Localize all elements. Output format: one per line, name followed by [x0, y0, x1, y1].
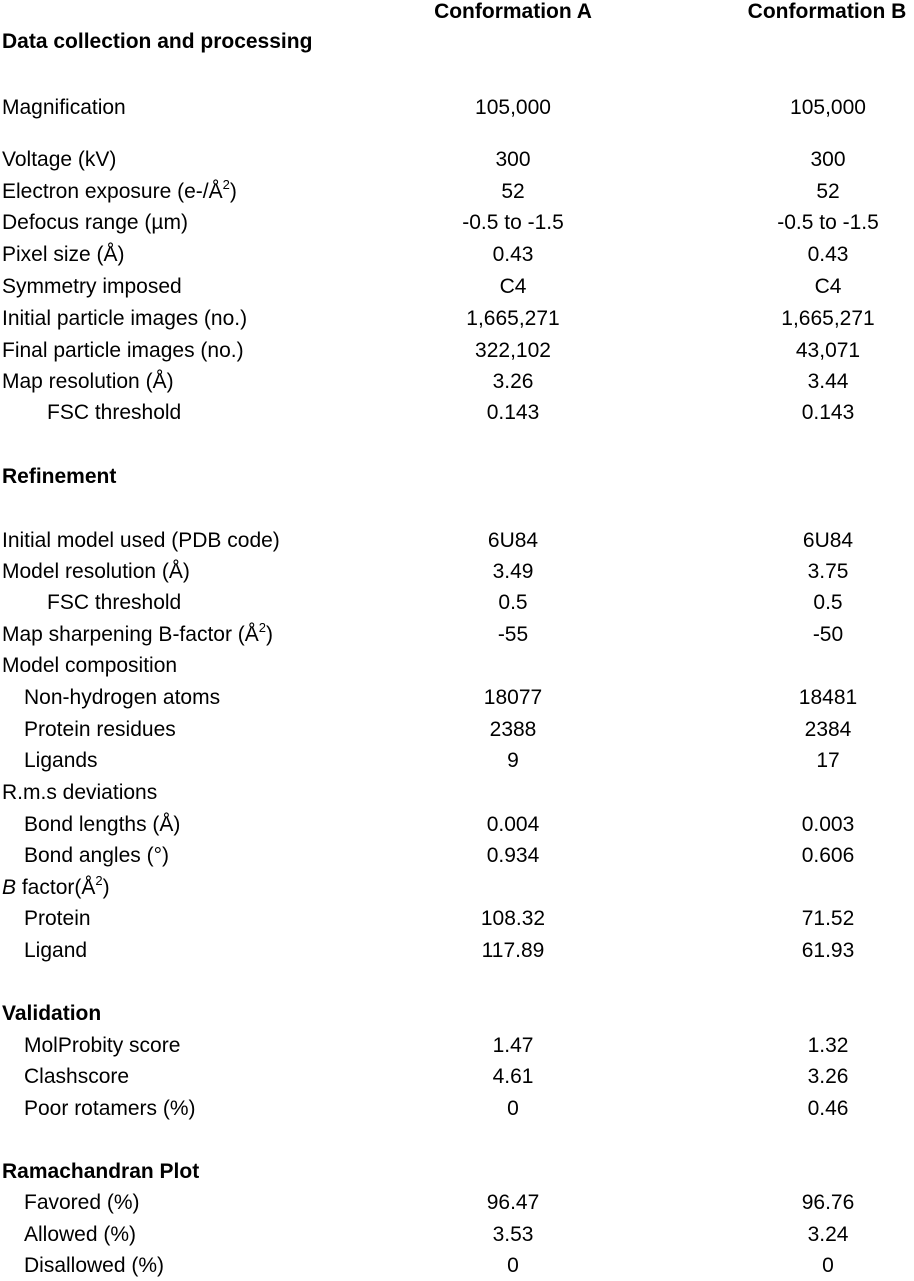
table-row-bond-angles	[0, 841, 914, 871]
cell-conformation-a: 108.32	[480, 907, 546, 930]
table-row-bond-lengths	[0, 810, 914, 840]
section-heading-ramachandran	[0, 1157, 914, 1187]
table-row-clashscore	[0, 1062, 914, 1092]
row-label: Non-hydrogen atoms	[24, 686, 221, 709]
table-row-model-resolution	[0, 557, 914, 587]
cell-conformation-b: 71.52	[801, 907, 855, 930]
cell-conformation-a: 0	[507, 1254, 519, 1277]
cell-conformation-a: 0.004	[486, 813, 540, 836]
cell-conformation-a: 52	[501, 180, 525, 203]
table-row-initial-model	[0, 526, 914, 556]
cell-conformation-b: 52	[816, 180, 840, 203]
cell-conformation-b: -50	[812, 623, 844, 646]
cell-conformation-b: 61.93	[801, 939, 855, 962]
cell-conformation-b: 0	[822, 1254, 834, 1277]
cell-conformation-b: 3.44	[807, 370, 849, 393]
cell-conformation-b: 1,665,271	[781, 307, 875, 330]
cell-conformation-a: 0.43	[492, 243, 534, 266]
row-label: Map sharpening B-factor $(Å^2)$	[2, 620, 274, 646]
cell-conformation-b: 3.75	[807, 560, 849, 583]
cell-conformation-b: 3.24	[807, 1223, 849, 1246]
row-label: Electron exposure $(e-/Å^2)$	[2, 177, 237, 203]
cell-conformation-a: 105,000	[475, 96, 551, 119]
table-row-b-factor	[0, 873, 914, 903]
cell-conformation-b: 3.26	[807, 1065, 849, 1088]
cell-conformation-b: 18481	[798, 686, 858, 709]
cell-conformation-b: 17	[816, 749, 840, 772]
row-label: Disallowed (%)	[24, 1254, 165, 1277]
row-label: Clashscore	[24, 1065, 130, 1088]
table-row-defocus-range	[0, 208, 914, 238]
cell-conformation-b: 105,000	[790, 96, 866, 119]
cell-conformation-a: -0.5 to -1.5	[462, 211, 564, 234]
cell-conformation-a: 96.47	[486, 1191, 540, 1214]
row-label: R.m.s deviations	[2, 781, 158, 804]
cell-conformation-b: 1.32	[807, 1034, 849, 1057]
table-row-final-particles	[0, 336, 914, 366]
cell-conformation-a: 9	[507, 749, 519, 772]
cell-conformation-b: 0.43	[807, 243, 849, 266]
section-title: Validation	[2, 1002, 102, 1025]
section-heading-refinement	[0, 462, 914, 492]
row-label: FSC threshold	[47, 401, 182, 424]
row-label: Bond lengths (Å)	[24, 813, 181, 836]
table-row-protein-residues	[0, 715, 914, 745]
table-row-poor-rotamers	[0, 1094, 914, 1124]
table-row-b-protein	[0, 904, 914, 934]
table-row-magnification	[0, 93, 914, 123]
row-label: Protein residues	[24, 718, 176, 741]
row-label: Final particle images (no.)	[2, 339, 244, 362]
table-row-symmetry	[0, 272, 914, 302]
cell-conformation-b: 300	[810, 148, 846, 171]
cell-conformation-b: 96.76	[801, 1191, 855, 1214]
cell-conformation-b: C4	[814, 275, 842, 298]
section-heading-validation	[0, 999, 914, 1029]
row-label: B $factor(Å^2)$	[2, 873, 110, 899]
table-row-initial-particles	[0, 304, 914, 334]
table-row-non-hydrogen-atoms	[0, 683, 914, 713]
cell-conformation-a: 0.143	[486, 401, 540, 424]
cell-conformation-a: 6U84	[487, 529, 539, 552]
cell-conformation-a: 3.49	[492, 560, 534, 583]
row-label: Favored (%)	[24, 1191, 140, 1214]
cell-conformation-a: 322,102	[475, 339, 551, 362]
row-label: Defocus range (µm)	[2, 211, 188, 234]
table-row-voltage	[0, 145, 914, 175]
cell-conformation-a: 0.5	[498, 591, 528, 614]
row-label: Voltage (kV)	[2, 148, 117, 171]
table-row-pixel-size	[0, 240, 914, 270]
row-label: Initial particle images (no.)	[2, 307, 248, 330]
cell-conformation-a: 1,665,271	[466, 307, 560, 330]
table-row-electron-exposure	[0, 177, 914, 207]
table-row-map-sharpening	[0, 620, 914, 650]
table-row-allowed	[0, 1220, 914, 1250]
row-label: Ligand	[24, 939, 88, 962]
row-label: Model resolution (Å)	[2, 560, 190, 583]
cell-conformation-b: 0.003	[801, 813, 855, 836]
cell-conformation-a: 3.26	[492, 370, 534, 393]
cell-conformation-a: 1.47	[492, 1034, 534, 1057]
section-title: Data collection and processing	[2, 30, 313, 53]
section-title: Refinement	[2, 465, 117, 488]
cell-conformation-b: 2384	[804, 718, 852, 741]
cell-conformation-a: 18077	[483, 686, 543, 709]
table-row-rms-deviations	[0, 778, 914, 808]
column-header-row	[0, 0, 914, 27]
cell-conformation-a: C4	[499, 275, 527, 298]
table-row-molprobity	[0, 1031, 914, 1061]
table-row-map-resolution	[0, 367, 914, 397]
cell-conformation-b: 0.5	[813, 591, 843, 614]
cell-conformation-b: 0.46	[807, 1097, 849, 1120]
table-row-map-fsc-threshold	[0, 398, 914, 428]
cell-conformation-b: 43,071	[795, 339, 861, 362]
table-row-b-ligand	[0, 936, 914, 966]
row-label: Poor rotamers (%)	[24, 1097, 196, 1120]
table-row-disallowed	[0, 1251, 914, 1281]
cell-conformation-a: 3.53	[492, 1223, 534, 1246]
row-label: MolProbity score	[24, 1034, 181, 1057]
cell-conformation-a: 2388	[489, 718, 537, 741]
row-label: Initial model used (PDB code)	[2, 529, 280, 552]
section-title: Ramachandran Plot	[2, 1160, 200, 1183]
table-row-ligands	[0, 746, 914, 776]
row-label: Ligands	[24, 749, 98, 772]
cell-conformation-a: 300	[495, 148, 531, 171]
table-row-model-composition	[0, 651, 914, 681]
row-label: Allowed (%)	[24, 1223, 137, 1246]
cell-conformation-a: 4.61	[492, 1065, 534, 1088]
row-label: Magnification	[2, 96, 126, 119]
row-label: Symmetry imposed	[2, 275, 182, 298]
table-row-favored	[0, 1188, 914, 1218]
cell-conformation-a: 117.89	[481, 939, 545, 962]
cell-conformation-b: -0.5 to -1.5	[777, 211, 879, 234]
column-header-conformation-b: Conformation B	[747, 0, 907, 23]
cell-conformation-b: 0.606	[801, 844, 855, 867]
row-label: Pixel size (Å)	[2, 243, 125, 266]
row-label: Bond angles (°)	[24, 844, 169, 867]
row-label: Protein	[24, 907, 91, 930]
cell-conformation-a: -55	[497, 623, 529, 646]
cell-conformation-b: 6U84	[802, 529, 854, 552]
table-row-model-fsc-threshold	[0, 588, 914, 618]
column-header-conformation-a: Conformation A	[434, 0, 592, 23]
cell-conformation-b: 0.143	[801, 401, 855, 424]
row-label: Map resolution (Å)	[2, 370, 174, 393]
section-heading-data-collection	[0, 27, 914, 57]
cell-conformation-a: 0.934	[486, 844, 540, 867]
row-label: FSC threshold	[47, 591, 182, 614]
row-label: Model composition	[2, 654, 178, 677]
cell-conformation-a: 0	[507, 1097, 519, 1120]
